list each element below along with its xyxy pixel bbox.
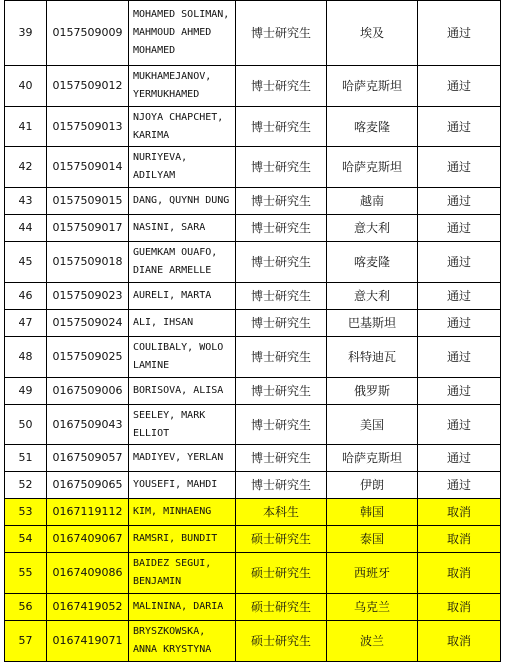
degree-level-cell: 博士研究生: [236, 445, 327, 472]
country-cell: 意大利: [327, 283, 418, 310]
table-row: [5, 242, 501, 283]
degree-level-cell: 博士研究生: [236, 337, 327, 378]
status-cell: 通过: [418, 283, 501, 310]
country-cell: 科特迪瓦: [327, 337, 418, 378]
degree-level-cell: 博士研究生: [236, 378, 327, 405]
degree-level-cell: 博士研究生: [236, 147, 327, 188]
status-cell: 通过: [418, 147, 501, 188]
student-id-cell: 0157509024: [47, 310, 129, 337]
roster-body: [5, 1, 501, 662]
table-row: [5, 66, 501, 107]
status-cell: 取消: [418, 621, 501, 662]
table-row: [5, 499, 501, 526]
status-cell: 通过: [418, 472, 501, 499]
student-name-line: YERMUKHAMED: [133, 89, 200, 100]
student-name-line: DIANE ARMELLE: [133, 265, 212, 276]
row-number-cell: 55: [5, 553, 47, 594]
table-row: [5, 147, 501, 188]
country-cell: 伊朗: [327, 472, 418, 499]
country-cell: 哈萨克斯坦: [327, 147, 418, 188]
student-name-line: YOUSEFI, MAHDI: [133, 479, 218, 490]
student-name-cell: [129, 445, 236, 472]
degree-level-cell: 博士研究生: [236, 66, 327, 107]
country-cell: 乌克兰: [327, 594, 418, 621]
table-row: [5, 472, 501, 499]
student-id-cell: 0157509014: [47, 147, 129, 188]
row-number-cell: 57: [5, 621, 47, 662]
student-name-line: MOHAMED: [133, 45, 176, 56]
country-cell: 哈萨克斯坦: [327, 445, 418, 472]
status-cell: 取消: [418, 526, 501, 553]
country-cell: 埃及: [327, 1, 418, 66]
student-id-cell: 0157509018: [47, 242, 129, 283]
student-name-cell: [129, 337, 236, 378]
student-name-cell: [129, 405, 236, 445]
row-number-cell: 54: [5, 526, 47, 553]
student-id-cell: 0157509017: [47, 215, 129, 242]
table-row: [5, 621, 501, 662]
country-cell: 韩国: [327, 499, 418, 526]
country-cell: 喀麦隆: [327, 242, 418, 283]
row-number-cell: 49: [5, 378, 47, 405]
row-number-cell: 45: [5, 242, 47, 283]
student-name-line: NJOYA CHAPCHET,: [133, 111, 224, 123]
student-name-line: AURELI, MARTA: [133, 290, 212, 301]
student-id-cell: 0167119112: [47, 499, 129, 526]
student-name-line: MAHMOUD AHMED: [133, 27, 212, 38]
student-id-cell: 0157509012: [47, 66, 129, 107]
status-cell: 通过: [418, 215, 501, 242]
status-cell: 取消: [418, 499, 501, 526]
degree-level-cell: 博士研究生: [236, 107, 327, 147]
table-row: [5, 337, 501, 378]
student-name-cell: [129, 242, 236, 283]
student-name-line: ADILYAM: [133, 170, 176, 181]
student-name-cell: [129, 499, 236, 526]
row-number-cell: 51: [5, 445, 47, 472]
student-id-cell: 0157509013: [47, 107, 129, 147]
row-number-cell: 39: [5, 1, 47, 66]
student-name-cell: [129, 1, 236, 66]
student-id-cell: 0167419052: [47, 594, 129, 621]
table-row: [5, 283, 501, 310]
degree-level-cell: 硕士研究生: [236, 526, 327, 553]
row-number-cell: 48: [5, 337, 47, 378]
student-name-line: BAIDEZ SEGUI,: [133, 558, 212, 569]
row-number-cell: 56: [5, 594, 47, 621]
status-cell: 通过: [418, 107, 501, 147]
country-cell: 美国: [327, 405, 418, 445]
student-name-cell: [129, 594, 236, 621]
student-name-line: ANNA KRYSTYNA: [133, 644, 212, 655]
student-name-line: MALININA, DARIA: [133, 601, 224, 612]
student-name-line: MOHAMED SOLIMAN,: [133, 9, 230, 20]
table-row: [5, 594, 501, 621]
country-cell: 泰国: [327, 526, 418, 553]
row-number-cell: 42: [5, 147, 47, 188]
degree-level-cell: 博士研究生: [236, 472, 327, 499]
row-number-cell: 44: [5, 215, 47, 242]
student-name-line: NASINI, SARA: [133, 222, 206, 233]
student-name-line: RAMSRI, BUNDIT: [133, 533, 218, 544]
row-number-cell: 53: [5, 499, 47, 526]
row-number-cell: 47: [5, 310, 47, 337]
student-name-cell: [129, 215, 236, 242]
student-id-cell: 0167509057: [47, 445, 129, 472]
row-number-cell: 52: [5, 472, 47, 499]
student-name-cell: [129, 283, 236, 310]
student-name-line: MADIYEV, YERLAN: [133, 452, 224, 463]
student-id-cell: 0157509025: [47, 337, 129, 378]
student-name-line: COULIBALY, WOLO: [133, 342, 224, 353]
degree-level-cell: 博士研究生: [236, 242, 327, 283]
status-cell: 通过: [418, 1, 501, 66]
country-cell: 越南: [327, 188, 418, 215]
table-row: [5, 526, 501, 553]
student-name-cell: [129, 378, 236, 405]
table-row: [5, 1, 501, 66]
student-id-cell: 0167509065: [47, 472, 129, 499]
student-name-line: KIM, MINHAENG: [133, 506, 212, 517]
status-cell: 通过: [418, 66, 501, 107]
country-cell: 喀麦隆: [327, 107, 418, 147]
country-cell: 哈萨克斯坦: [327, 66, 418, 107]
student-id-cell: 0157509009: [47, 1, 129, 66]
student-id-cell: 0167409067: [47, 526, 129, 553]
student-name-line: ELLIOT: [133, 427, 170, 439]
degree-level-cell: 博士研究生: [236, 283, 327, 310]
country-cell: 波兰: [327, 621, 418, 662]
degree-level-cell: 博士研究生: [236, 188, 327, 215]
student-name-line: BORISOVA, ALISA: [133, 385, 224, 396]
degree-level-cell: 硕士研究生: [236, 594, 327, 621]
row-number-cell: 41: [5, 107, 47, 147]
status-cell: 通过: [418, 405, 501, 445]
student-name-cell: [129, 107, 236, 147]
student-roster-table: [4, 0, 501, 662]
student-id-cell: 0167409086: [47, 553, 129, 594]
student-name-line: KARIMA: [133, 129, 170, 141]
student-name-line: MUKHAMEJANOV,: [133, 71, 212, 82]
student-name-cell: [129, 472, 236, 499]
student-id-cell: 0167509006: [47, 378, 129, 405]
degree-level-cell: 硕士研究生: [236, 621, 327, 662]
country-cell: 意大利: [327, 215, 418, 242]
student-name-cell: [129, 621, 236, 662]
row-number-cell: 50: [5, 405, 47, 445]
table-row: [5, 215, 501, 242]
student-name-cell: [129, 310, 236, 337]
table-row: [5, 553, 501, 594]
degree-level-cell: 博士研究生: [236, 215, 327, 242]
degree-level-cell: 硕士研究生: [236, 553, 327, 594]
status-cell: 通过: [418, 445, 501, 472]
student-name-line: ALI, IHSAN: [133, 317, 194, 328]
degree-level-cell: 博士研究生: [236, 1, 327, 66]
country-cell: 巴基斯坦: [327, 310, 418, 337]
degree-level-cell: 博士研究生: [236, 310, 327, 337]
table-row: [5, 107, 501, 147]
student-name-cell: [129, 147, 236, 188]
status-cell: 通过: [418, 337, 501, 378]
student-name-line: BENJAMIN: [133, 576, 182, 587]
status-cell: 通过: [418, 378, 501, 405]
student-id-cell: 0157509015: [47, 188, 129, 215]
row-number-cell: 46: [5, 283, 47, 310]
student-name-line: LAMINE: [133, 360, 170, 371]
row-number-cell: 40: [5, 66, 47, 107]
student-name-cell: [129, 66, 236, 107]
row-number-cell: 43: [5, 188, 47, 215]
student-id-cell: 0167419071: [47, 621, 129, 662]
student-id-cell: 0167509043: [47, 405, 129, 445]
student-id-cell: 0157509023: [47, 283, 129, 310]
country-cell: 西班牙: [327, 553, 418, 594]
status-cell: 通过: [418, 310, 501, 337]
status-cell: 通过: [418, 188, 501, 215]
student-name-line: GUEMKAM OUAFO,: [133, 247, 218, 258]
table-row: [5, 405, 501, 445]
student-name-cell: [129, 526, 236, 553]
status-cell: 取消: [418, 553, 501, 594]
student-name-line: DANG, QUYNH DUNG: [133, 195, 230, 206]
student-name-cell: [129, 553, 236, 594]
student-name-cell: [129, 188, 236, 215]
country-cell: 俄罗斯: [327, 378, 418, 405]
table-row: [5, 378, 501, 405]
status-cell: 取消: [418, 594, 501, 621]
table-row: [5, 188, 501, 215]
table-row: [5, 445, 501, 472]
degree-level-cell: 博士研究生: [236, 405, 327, 445]
student-name-line: BRYSZKOWSKA,: [133, 626, 206, 637]
table-row: [5, 310, 501, 337]
student-name-line: SEELEY, MARK: [133, 409, 206, 421]
student-name-line: NURIYEVA,: [133, 152, 188, 163]
degree-level-cell: 本科生: [236, 499, 327, 526]
status-cell: 通过: [418, 242, 501, 283]
